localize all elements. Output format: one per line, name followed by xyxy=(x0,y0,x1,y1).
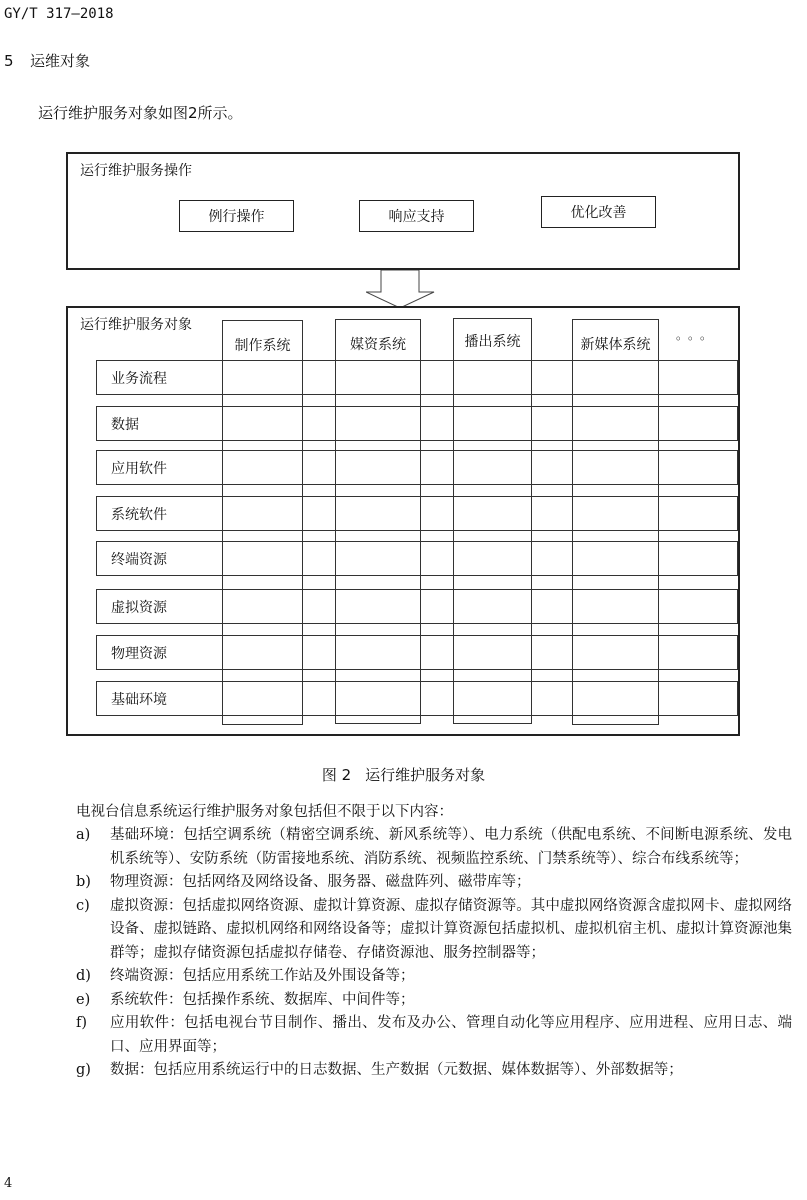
object-list xyxy=(76,824,792,1083)
intro-paragraph: 运行维护服务对象如图2所示。 xyxy=(38,104,243,122)
list-item xyxy=(76,824,792,871)
col-label: 制作系统 xyxy=(234,338,291,354)
list-text: 终端资源：包括应用系统工作站及外围设备等； xyxy=(110,968,415,984)
section-heading xyxy=(4,50,90,71)
col-label: 新媒体系统 xyxy=(580,337,651,353)
list-item xyxy=(76,989,792,1013)
list-item xyxy=(76,871,792,895)
list-text: 系统软件：包括操作系统、数据库、中间件等； xyxy=(110,991,415,1008)
list-item xyxy=(76,895,792,966)
operations-frame-label: 运行维护服务操作 xyxy=(80,163,192,179)
list-marker: e) xyxy=(76,991,91,1008)
figure-caption xyxy=(0,764,807,785)
row-label: 应用软件 xyxy=(111,461,167,477)
list-marker: b) xyxy=(76,874,91,890)
col-media-asset-system xyxy=(335,319,421,724)
op-box-routine xyxy=(179,200,294,232)
col-label: 播出系统 xyxy=(464,334,521,350)
page-number: 4 xyxy=(4,1176,13,1191)
op-box-optimize xyxy=(541,196,656,228)
row-label: 终端资源 xyxy=(111,552,167,568)
row-label: 系统软件 xyxy=(111,507,167,523)
col-playout-system xyxy=(453,318,532,724)
row-label: 基础环境 xyxy=(111,692,167,708)
list-text: 物理资源：包括网络及网络设备、服务器、磁盘阵列、磁带库等； xyxy=(110,874,531,890)
list-marker: f) xyxy=(76,1015,88,1031)
down-arrow-icon xyxy=(366,270,436,310)
list-text: 虚拟资源：包括虚拟网络资源、虚拟计算资源、虚拟存储资源等。其中虚拟网络资源含虚拟网卡、虚拟网络设备、虚拟链路、虚拟机网络和网络设备等；虚拟计算资源包括虚拟机、虚拟机宿主机、虚拟计算资源池集群等；虚拟存储资源包括虚拟存储卷、存储资源池、服务控制器等； xyxy=(110,897,792,961)
list-item xyxy=(76,1059,792,1083)
list-marker: d) xyxy=(76,968,91,984)
list-marker: c) xyxy=(76,897,90,914)
col-label: 媒资系统 xyxy=(350,337,406,353)
list-marker: g) xyxy=(76,1062,91,1078)
list-text: 数据：包括应用系统运行中的日志数据、生产数据（元数据、媒体数据等）、外部数据等； xyxy=(110,1062,683,1078)
op-label: 例行操作 xyxy=(208,209,265,225)
op-label: 响应支持 xyxy=(388,209,445,225)
list-item xyxy=(76,965,792,989)
standard-code: GY/T 317—2018 xyxy=(4,6,114,22)
figure-title: 运行维护服务对象 xyxy=(365,766,486,784)
list-text: 应用软件：包括电视台节目制作、播出、发布及办公、管理自动化等应用程序、应用进程、应用日志、端口、应用界面等； xyxy=(110,1015,792,1055)
objects-frame-label: 运行维护服务对象 xyxy=(80,317,192,333)
row-label: 数据 xyxy=(111,417,139,433)
list-item xyxy=(76,1012,792,1059)
section-number: 5 xyxy=(4,52,14,70)
col-production-system xyxy=(222,320,303,725)
row-label: 物理资源 xyxy=(111,646,167,662)
row-label: 业务流程 xyxy=(111,371,167,387)
section-title: 运维对象 xyxy=(30,52,91,70)
op-box-response xyxy=(359,200,474,232)
list-marker: a) xyxy=(76,827,91,843)
ellipsis: 。。。 xyxy=(676,328,719,342)
col-new-media-system xyxy=(572,319,659,725)
body-lead: 电视台信息系统运行维护服务对象包括但不限于以下内容： xyxy=(76,804,453,820)
row-label: 虚拟资源 xyxy=(111,600,167,616)
figure-number: 图 2 xyxy=(321,766,352,784)
op-label: 优化改善 xyxy=(570,205,627,221)
list-text: 基础环境：包括空调系统（精密空调系统、新风系统等）、电力系统（供配电系统、不间断电源系统、发电机系统等）、安防系统（防雷接地系统、消防系统、视频监控系统、门禁系统等）、综合布线系统等； xyxy=(110,827,792,867)
